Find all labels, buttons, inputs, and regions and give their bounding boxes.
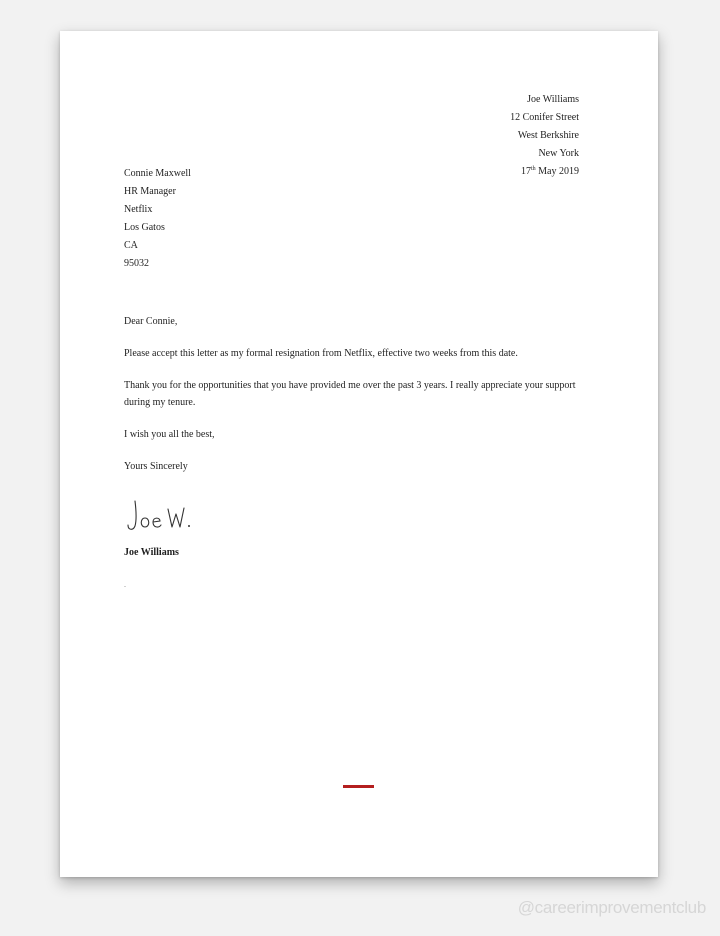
recipient-zip: 95032 [124,258,149,269]
body-paragraph: Please accept this letter as my formal resignation from Netflix, effective two weeks from this date. [124,348,518,359]
body-paragraph: Thank you for the opportunities that you have provided me over the past 3 years. I really appreciate your support during my tenure. [124,380,576,408]
salutation: Dear Connie, [124,316,178,327]
sender-street: 12 Conifer Street [510,112,579,123]
watermark-handle: @careerimprovementclub [517,898,706,917]
date-suffix: th [530,166,536,172]
recipient-name: Connie Maxwell [124,168,191,179]
letter-date [510,163,579,181]
recipient-state: CA [124,240,138,251]
handwritten-signature [126,497,196,533]
signed-name: Joe Williams [124,547,179,558]
date-day: 17 [520,166,531,177]
recipient-city: Los Gatos [124,222,165,233]
closing: Yours Sincerely [124,461,188,472]
sender-area: West Berkshire [517,130,579,141]
letter-body [124,313,594,490]
sender-name: Joe Williams [527,94,579,105]
recipient-address-block [124,165,191,273]
date-rest: May 2019 [535,166,579,177]
recipient-title: HR Manager [124,186,176,197]
letter-page [60,31,658,877]
recipient-company: Netflix [124,204,153,215]
sender-address-block [510,91,579,181]
sender-city: New York [538,148,579,159]
stray-mark: . [124,580,126,589]
body-paragraph: I wish you all the best, [124,429,215,440]
accent-divider [343,785,374,788]
